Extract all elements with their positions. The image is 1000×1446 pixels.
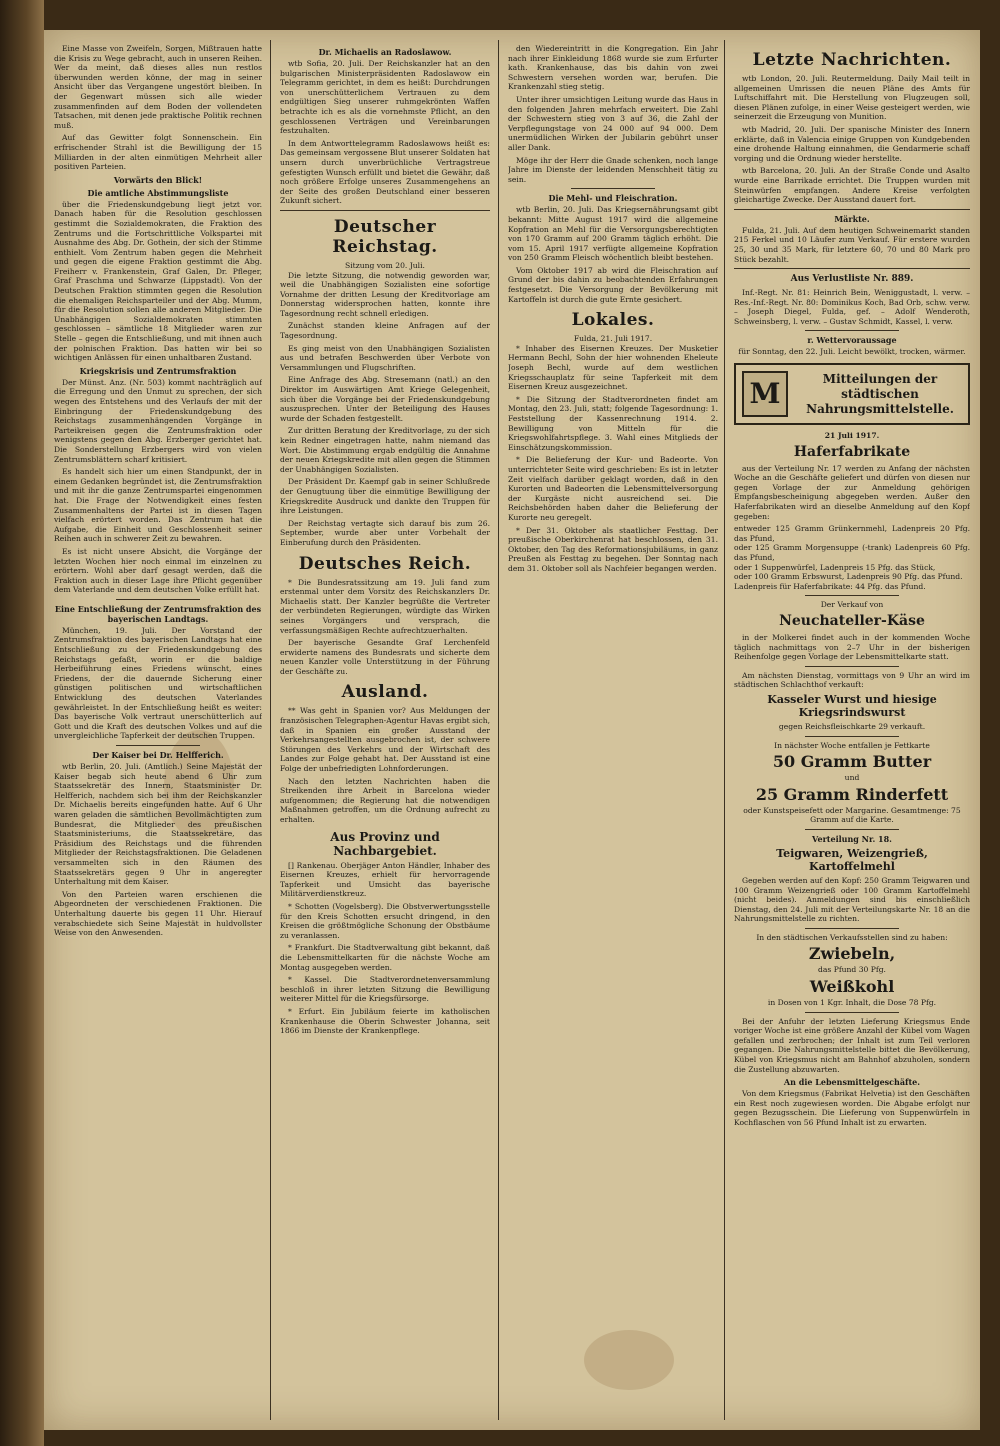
paragraph: Zunächst standen kleine Anfragen auf der Tagesordnung. [280,321,490,341]
paragraph: * Erfurt. Ein Jubiläum feierte im katholischen Krankenhause die Oberin Schwester Johanna, seit 1866 im Dienste der Krankenpflege. [280,1006,490,1036]
cabbage-title: Weißkohl [809,977,895,997]
onion-title: Zwiebeln, [808,944,896,964]
headline-reich: Deutsches Reich. [298,553,472,574]
headline-vote: Die amtliche Abstimmungsliste [87,187,229,198]
column-rule [724,40,725,1420]
list-item: Ladenpreis für Haferfabrikate: 44 Pfg. das Pfund. [734,581,926,591]
paragraph: * Die Bundesratssitzung am 19. Juli fand zum erstenmal unter dem Vorsitz des Reichskanzlers Dr. Michaelis statt. Der Kanzler begrüßte die Vertreter der verbündeten Regierungen, würdigte das Wirken seines Vorgängers und versprach, die verfassungsmäßigen Rechte aufrechtzuerhalten. [280,577,490,635]
paragraph: * Die Sitzung der Stadtverordneten findet am Montag, den 23. Juli, statt; folgende Tagesordnung: 1. Feststellung der Kassenrechnung 1914. 2. Bewilligung von Mitteln für die Kriegswohlfahrtspflege. 3. Wahl eines Mitglieds der Einschätzungskommission. [508,394,718,452]
notice-date: 21 Juli 1917. [824,431,880,441]
sausage-title: Kasseler Wurst und hiesige Kriegsrindswurst [767,692,937,719]
headline-distribution: Verteilung Nr. 18. [812,833,892,844]
paragraph: Zur dritten Beratung der Kreditvorlage, zu der sich kein Redner eingetragen hatte, nahm niemand das Wort. Die Abstimmung ergab endgültig die Annahme der neuen Kriegskredite mit allen gegen die Stimmen der Unabhängigen Sozialisten. [280,426,490,474]
paragraph: Nach den letzten Nachrichten haben die Streikenden ihre Arbeit in Barcelona wieder aufgenommen; die Regierung hat die notwendigen Maßnahmen getroffen, um die Ordnung aufrecht zu erhalten. [280,776,490,824]
paragraph: Der Präsident Dr. Kaempf gab in seiner Schlußrede der Genugtuung über die einmütige Bewilligung der Kriegskredite Ausdruck und dankte den Truppen für ihre Leistungen. [280,477,490,516]
paragraph: in der Molkerei findet auch in der kommenden Woche täglich nachmittags von 2–7 Uhr in der bisherigen Reihenfolge gegen Vorlage der Lebensmittelkarte statt. [734,632,970,662]
notice-banner [734,363,970,425]
article-vote: über die Friedenskundgebung liegt jetzt vor. Danach haben für die Resolution geschlossen gestimmt die Sozialdemokraten, die Fraktion des Zentrums und die Fortschrittliche Volkspartei mit Ausnahme des Abg. Dr. Gothein, der sich der Stimme enthielt. Vom Zentrum haben gegen die Mehrheit und gegen die eigene Fraktion gestimmt die Abg. Freiherr v. Frankenstein, Graf Galen, Dr. Pfleger, Graf Praschma und Schwarze (Lippstadt). Von der Deutschen Fraktion stimmten gegen die Resolution die ehemaligen Reichsparteiler und der Abg. Mumm, für die Resolution sollen alle anderen Mitglieder. Die Unabhängigen Sozialdemokraten stimmten geschlossen – sämtliche 18 Mitglieder waren zur Stelle – gegen die Entschließung, und mit ihnen auch der polnischen Fraktion. Das hatten wir bei so wichtigen Anlässen für einen unhaltbaren Zustand. [54,199,262,363]
list-item: entweder 125 Gramm Grünkernmehl, Ladenpreis 20 Pfg. das Pfund, [734,524,970,543]
headline-shops: An die Lebensmittelgeschäfte. [783,1077,921,1088]
column-3 [508,44,718,1420]
headline-ausland: Ausland. [341,682,429,703]
paragraph: Fulda, 21. Juli. Auf dem heutigen Schweinemarkt standen 215 Ferkel und 10 Läufer zum Verkauf. Für erstere wurden 25, 30 und 35 Mark, für letztere 60, 70 und 80 Mark pro Stück bezahlt. [734,225,970,264]
headline-markets: Märkte. [834,213,870,224]
column-2 [280,44,490,1420]
paragraph: Der Münst. Anz. (Nr. 503) kommt nachträglich auf die Erregung und den Unmut zu sprechen, der sich wegen des Entstehens und des Verlaufs der mit der Einbringung der Friedenskundgebung des Reichstags zusammenhängenden Vorgänge in Parteikreisen gegen die Zentrumsfraktion oder wenigstens gegen den Abg. Erzberger gerichtet hat. Die Sonderstellung Erzbergers wird von vielen Zentrumsblättern scharf kritisiert. [54,377,262,464]
tallow-amount: 25 Gramm Rinderfett [755,784,949,804]
headline-provinz: Aus Provinz und Nachbargebiet. [330,829,440,858]
headline-oats: Haferfabrikate [793,443,911,460]
paragraph: * Die Belieferung der Kur- und Badeorte. Von unterrichteter Seite wird geschrieben: Es ist in letzter Zeit vielfach darüber geklagt worden, daß in den Kurorten und Badeorten die Lebensmittelversorgung der Kurgäste nicht ausreichend sei. Die Reichsbehörden haben daher die Belieferung der Kurorte neu geregelt. [508,455,718,522]
paragraph: [] Rankenau. Oberjäger Anton Händler, Inhaber des Eisernen Kreuzes, erhielt für hervorragende Tapferkeit und Umsicht das bayerische Militärverdienstkreuz. [280,860,490,899]
sausage-text: gegen Reichsfleischkarte 29 verkauft. [778,721,926,731]
paragraph: Es ging meist von den Unabhängigen Sozialisten aus und betrafen Beschwerden über Verbote von Versammlungen und Flugschriften. [280,343,490,372]
paragraph: München, 19. Juli. Der Vorstand der Zentrumsfraktion des bayerischen Landtags hat eine Entschließung zu der Friedenskundgebung des Reichstags gefaßt, worin er die baldige Herbeiführung eines Friedens wünscht, eines Friedens, der die dauernde Sicherung einer günstigen politischen und wirtschaftlichen Entwicklung des deutschen Vaterlandes gewährleistet. In der Entschließung heißt es weiter: Das bayerische Volk vertraut unerschütterlich auf Gott und die Kraft des deutschen Volkes und auf die unvergleichliche Tapferkeit der deutschen Truppen. [54,625,262,741]
paragraph: wtb Berlin, 20. Juli. (Amtlich.) Seine Majestät der Kaiser begab sich heute abend 6 Uhr zum Staatssekretär des Innern, Staatsminister Dr. Helfferich, nachdem sich bei ihm der Reichskanzler Dr. Michaelis bereits eingefunden hatte. Auf 6 Uhr waren geladen die sämtlichen Bevollmächtigten zum Bundesrat, die Mitglieder des preußischen Staatsministeriums, die Staatssekretäre, das Präsidium des Reichstags und die führenden Mitglieder der Reichstagsfraktionen. Die Geladenen versammelten sich in den Räumen des Staatssekretärs gegen 9 Uhr in angeregter Unterhaltung mit dem Kaiser. [54,762,262,887]
ornament-initial-icon: M [742,371,788,417]
list-item: oder 100 Gramm Erbswurst, Ladenpreis 90 Pfg. das Pfund. [734,572,963,582]
reichstag-session: Sitzung vom 20. Juli. [345,260,425,270]
column-4 [734,44,970,1420]
paragraph: Die letzte Sitzung, die notwendig geworden war, weil die Unabhängigen Sozialisten eine sofortige Vornahme der dritten Lesung der Kreditvorlage am Donnerstag widersprochen hatten, konnte ihre Tagesordnung recht schnell erledigen. [280,270,490,318]
paragraph: * Frankfurt. Die Stadtverwaltung gibt bekannt, daß die Lebensmittelkarten für die nächste Woche am Montag ausgegeben werden. [280,943,490,972]
headline-bavaria: Eine Entschließung der Zentrumsfraktion des bayerischen Landtags. [54,603,262,624]
paragraph: Am nächsten Dienstag, vormittags von 9 Uhr an wird im städtischen Schlachthof verkauft: [734,670,970,690]
cheese-title: Neuchateller-Käse [779,612,925,629]
paragraph: Unter ihrer umsichtigen Leitung wurde das Haus in den folgenden Jahren mehrfach erweitert. Die Zahl der Schwestern stieg von 3 auf 36, die Zahl der Verpflegungstage von 24 000 auf 94 000. Dem unermüdlichen Wirken der Jubilarin gebührt unser aller Dank. [508,94,718,152]
paragraph: Vom Oktober 1917 ab wird die Fleischration auf Grund der bis dahin zu beobachtenden Erfahrungen festgesetzt. Die Versorgung der Bevölkerung mit Kartoffeln ist durch die gute Ernte gesichert. [508,265,718,304]
paragraph: Eine Masse von Zweifeln, Sorgen, Mißtrauen hatte die Krisis zu Wege gebracht, auch in unseren Reihen. Wer da meint, daß dieses alles nun restlos überwunden werden könne, der mag in seiner Ansicht über das Vergangene ungestört bleiben. In der Gegenwart müssen sich alle wieder zusammenfinden auf dem Boden der vollendeten Tatsachen, mit denen jede praktische Politik rechnen muß. [54,44,262,130]
cheese-intro: Der Verkauf von [820,600,884,610]
column-rule [270,40,271,1420]
newspaper-page [44,30,980,1430]
cabbage-price: in Dosen von 1 Kgr. Inhalt, die Dose 78 Pfg. [767,998,937,1008]
fat-intro: In nächster Woche entfallen je Fettkarte [774,740,930,750]
paragraph: Es ist nicht unsere Absicht, die Vorgänge der letzten Wochen hier noch einmal im einzelnen zu erörtern. Wohl aber darf gesagt werden, daß die Fraktion auch in dieser Lage ihre Pflicht gegenüber dem Vaterlande und dem deutschen Volke erfüllt hat. [54,546,262,595]
paragraph: * Inhaber des Eisernen Kreuzes. Der Musketier Hermann Bechl, Sohn der hier wohnenden Eheleute Joseph Bechl, wurde auf dem westlichen Kriegsschauplatz für seine Tapferkeit mit dem Eisernen Kreuz ausgezeichnet. [508,343,718,392]
paragraph: * Der 31. Oktober als staatlicher Festtag. Der preußische Oberkirchenrat hat beschlossen, den 31. Oktober, den Tag des Reformationsjubiläums, in ganz Preußen als Festtag zu begehen. Der Sonntag nach dem 31. Oktober soll als Nachfeier begangen werden. [508,525,718,573]
paragraph: * Kassel. Die Stadtverordnetenversammlung beschloß in ihrer letzten Sitzung die Bewilligung weiterer Mittel für die Kriegsfürsorge. [280,975,490,1004]
paragraph: den Wiedereintritt in die Kongregation. Ein Jahr nach ihrer Einkleidung 1868 wurde sie zum Erfurter kath. Krankenhause, das bis dahin von zwei Schwestern versehen worden war, berufen. Die Krankenzahl stieg stetig. [508,44,718,92]
paragraph: Auf das Gewitter folgt Sonnenschein. Ein erfrischender Strahl ist die Bewilligung der 15 Milliarden in der alten einmütigen Mehrheit aller positiven Parteien. [54,133,262,172]
paragraph: Eine Anfrage des Abg. Stresemann (natl.) an den Direktor im Auswärtigen Amt Kriege Gelegenheit, sich über die Vorgänge bei der Friedenskundgebung auszusprechen. Unter der Beteiligung des Hauses wurde der Schaden festgestellt. [280,375,490,423]
headline-crisis: Kriegskrisis und Zentrumsfraktion [79,365,237,376]
paragraph: * Schotten (Vogelsberg). Die Obstverwertungsstelle für den Kreis Schotten ersucht dringend, in den Kreisen die größtmögliche Schonung der Obstbäume zu veranlassen. [280,901,490,940]
headline-losses: Aus Verlustliste Nr. 889. [790,274,914,285]
paragraph: wtb Sofia, 20. Juli. Der Reichskanzler hat an den bulgarischen Ministerpräsidenten Radoslawow ein Telegramm gerichtet, in dem es heißt: Durchdrungen von unerschütterlichem Vertrauen zu dem endgültigen Sieg unserer ruhmgekrönten Waffen betrachte ich es als die vornehmste Pflicht, an den geschlossenen Verträgen und Vereinbarungen festzuhalten. [280,59,490,136]
paragraph: wtb Berlin, 20. Juli. Das Kriegsernährungsamt gibt bekannt: Mitte August 1917 wird die allgemeine Kopfration an Mehl für die Versorgungsberechtigten von 170 Gramm auf 200 Gramm täglich erhöht. Die vom 15. April 1917 verfügte allgemeine Kopfration von 250 Gramm Fleisch wöchentlich bleibt bestehen. [508,205,718,263]
paragraph: In dem Antworttelegramm Radoslawows heißt es: Das gemeinsam vergossene Blut unserer Soldaten hat unsern durch unverbrüchliche Vertragstreue gefestigten Wunsch erfüllt und bietet die Gewähr, daß noch größere Erfolge unseres Zusammengehens an der Seite des großen Deutschland einer besseren Zukunft sichert. [280,138,490,206]
onion-intro: In den städtischen Verkaufsstellen sind zu haben: [756,932,948,942]
paragraph: wtb London, 20. Juli. Reutermeldung. Daily Mail teilt in allgemeinen Umrissen die neuen Pläne des Amts für Luftschiffahrt mit. Die Herstellung von Flugzeugen soll, diesen Plänen zufolge, in einer Weise gesteigert werden, wie seinerzeit die Erzeugung von Munition. [734,74,970,122]
headline-meat-ration: Die Mehl- und Fleischration. [548,193,678,204]
headline-lokales: Lokales. [571,310,655,331]
local-dateline: Fulda, 21. Juli 1917. [573,334,653,344]
headline-michaelis: Dr. Michaelis an Radoslawow. [318,47,452,57]
slogan: Vorwärts den Blick! [113,174,203,185]
paragraph: Möge ihr der Herr die Gnade schenken, noch lange Jahre im Dienste der leidenden Menschheit tätig zu sein. [508,155,718,184]
paragraph: Es handelt sich hier um einen Standpunkt, der in einem Gedanken begründet ist, die Zentrumsfraktion und mit ihr die ganze Zentrumspartei eingenommen hat. Die Frage der Notwendigkeit eines festen Zusammenhaltens der Partei ist in diesen Tagen vielfach erörtert worden. Das Zentrum hat die Aufgabe, die Einheit und Geschlossenheit seiner Reihen auch in schwerer Zeit zu bewahren. [54,467,262,544]
paragraph: Von den Parteien waren erschienen die Abgeordneten der verschiedenen Fraktionen. Die Unterhaltung dauerte bis gegen 11 Uhr. Hierauf verabschiedete sich Seine Majestät in huldvollster Weise von den Anwesenden. [54,889,262,938]
paragraph: Gegeben werden auf den Kopf: 250 Gramm Teigwaren und 100 Gramm Weizengrieß oder 100 Gramm Kartoffelmehl (nicht beides). Anmeldungen sind bis einschließlich Dienstag, den 24. Juli mit der Verteilungskarte Nr. 18 an die Nahrungsmittelstelle zu richten. [734,875,970,924]
butter-amount: 50 Gramm Butter [772,752,932,772]
paragraph: Bei der Anfuhr der letzten Lieferung Kriegsmus Ende voriger Woche ist eine größere Anzahl der Kübel vom Wagen gefallen und zerbrochen; der Inhalt ist zum Teil verloren gegangen. Die Nahrungsmittelstelle bittet die Bevölkerung, Kübel von Kriegsmus nicht am Bahnhof abzuholen, sondern die Zustellung abzuwarten. [734,1016,970,1074]
headline-latest: Letzte Nachrichten. [752,50,952,70]
weather-forecast: für Sonntag, den 22. Juli. Leicht bewölkt, trocken, wärmer. [738,347,966,357]
paragraph: Der bayerische Gesandte Graf Lerchenfeld erwiderte namens des Bundesrats und sicherte dem neuen Kanzler volle Unterstützung in der Führung der Geschäfte zu. [280,638,490,676]
fat-and: und [844,773,860,783]
book-binding [0,0,44,1446]
paragraph: wtb Madrid, 20. Juli. Der spanische Minister des Innern erklärte, daß in Valencia einige Gruppen von Kundgebenden eine drohende Haltung einnahmen, die Gendarmerie schaff vorging und die Ordnung wieder herstellte. [734,124,970,163]
column-1 [54,44,262,1420]
onion-price: das Pfund 30 Pfg. [818,965,886,975]
notice-banner-title: Mitteilungen der städtischen Nahrungsmittelstelle. [806,371,954,416]
paragraph: Von dem Kriegsmus (Fabrikat Helvetia) ist den Geschäften ein Rest noch zugewiesen worden. Die Abgabe erfolgt nur gegen Bezugsschein. Die Lieferung von Suppenwürfeln in Kochflaschen von 56 Pfund Inhalt ist zu erwarten. [734,1089,970,1127]
column-rule [498,40,499,1420]
paragraph: ** Was geht in Spanien vor? Aus Meldungen der französischen Telegraphen-Agentur Havas ergibt sich, daß in Spanien ein großer Ausstand der Verkehrsangestellten ausgebrochen ist, der schwere Störungen des Verkehrs und der Wirtschaft des Landes zur Folge gehabt hat. Der Ausstand ist eine Folge der unbefriedigten Lohnforderungen. [280,706,490,774]
distribution-title: Teigwaren, Weizengrieß, Kartoffelmehl [776,846,928,873]
paragraph: Inf.-Regt. Nr. 81: Heinrich Bein, Weniggustadt, l. verw. – Res.-Inf.-Regt. Nr. 80: Dominikus Koch, Bad Orb, schw. verw. – Joseph Diegel, Fulda, gef. – Adolf Wenderoth, Schweinsberg, l. verw. – Gustav Schmidt, Kassel, l. verw. [734,288,970,326]
headline-kaiser: Der Kaiser bei Dr. Helfferich. [92,750,224,760]
fat-text: oder Kunstspeisefett oder Margarine. Gesamtmenge: 75 Gramm auf die Karte. [743,805,961,825]
headline-reichstag: Deutscher Reichstag. [332,216,438,257]
headline-weather: r. Wettervoraussage [807,335,897,346]
paragraph: aus der Verteilung Nr. 17 werden zu Anfang der nächsten Woche an die Geschäfte geliefert und dürfen von diesen nur gegen Vorlage der zur Anmeldung gehörigen Empfangsbescheinigung abgegeben werden. Außer den Haferfabrikaten wird an dieselbe Anmeldung auf den Kopf gegeben: [734,463,970,521]
list-item: oder 1 Suppenwürfel, Ladenpreis 15 Pfg. das Stück, [734,562,936,572]
paragraph: wtb Barcelona, 20. Juli. An der Straße Conde und Asalto wurde eine Barrikade errichtet. Die Truppen wurden mit Steinwürfen empfangen. Andere Kreise verfolgten gleichartige Zwecke. Der Ausstand dauert fort. [734,166,970,205]
paragraph: Der Reichstag vertagte sich darauf bis zum 26. September, wurde aber unter Vorbehalt der Einberufung durch den Präsidenten. [280,518,490,547]
list-item: oder 125 Gramm Morgensuppe (-trank) Ladenpreis 60 Pfg. das Pfund, [734,543,970,562]
